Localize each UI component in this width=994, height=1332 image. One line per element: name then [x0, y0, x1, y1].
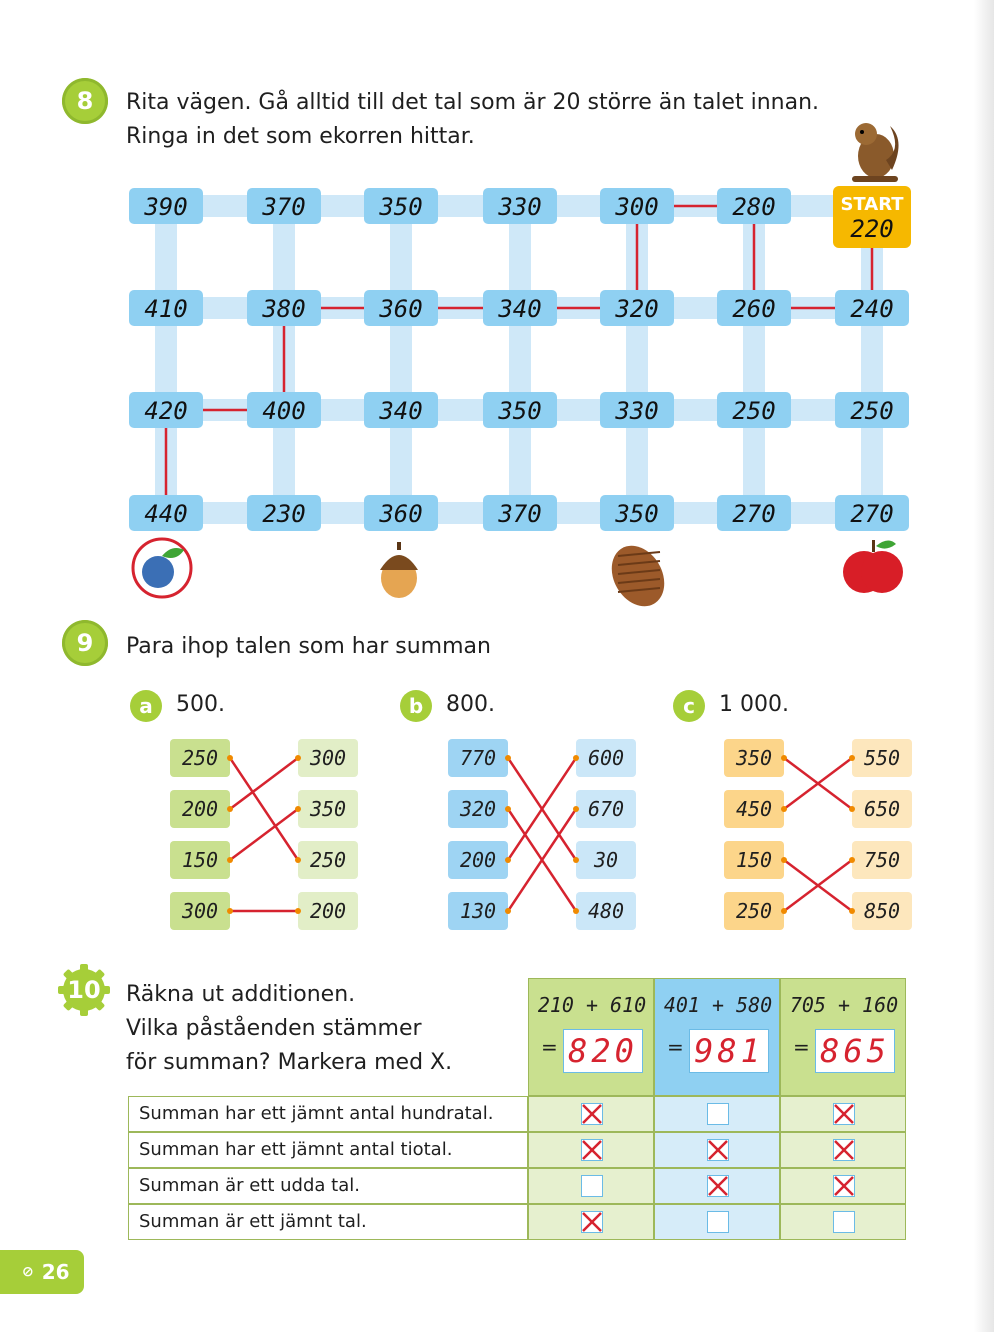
maze-cell-value: 240	[850, 295, 894, 323]
pair-left-box: 770	[448, 739, 508, 777]
pair-link	[230, 758, 298, 809]
maze-cell	[483, 495, 557, 531]
maze-cell-value: 390	[144, 193, 188, 221]
checked-box[interactable]	[833, 1103, 855, 1125]
empty-checkbox[interactable]	[833, 1211, 855, 1233]
mark-cell	[780, 1132, 906, 1168]
rail-vertical	[509, 206, 531, 513]
pair-link	[508, 758, 576, 860]
pair-left-box: 450	[724, 790, 784, 828]
maze-cell	[364, 188, 438, 224]
maze-cell	[835, 392, 909, 428]
empty-checkbox[interactable]	[581, 1175, 603, 1197]
page-number: 26	[41, 1260, 70, 1284]
question-10-line-2: Vilka påståenden stämmer	[126, 1016, 422, 1041]
x-mark-icon	[833, 1175, 855, 1197]
maze-cell-value: 230	[262, 500, 306, 528]
maze-cell	[247, 392, 321, 428]
statement-cell: Summan har ett jämnt antal tiotal.	[128, 1132, 528, 1168]
answer-box[interactable]: 820	[563, 1029, 643, 1073]
pair-left-box: 200	[170, 790, 230, 828]
pair-left-box: 350	[724, 739, 784, 777]
question-10-badge	[56, 962, 112, 1018]
pair-left-box: 150	[170, 841, 230, 879]
x-mark-icon	[581, 1211, 603, 1233]
checked-box[interactable]	[833, 1175, 855, 1197]
pair-left-box: 200	[448, 841, 508, 879]
mark-cell	[780, 1168, 906, 1204]
pair-link	[230, 809, 298, 860]
question-9-number: 9	[76, 629, 94, 657]
addition-expression: 401 + 580	[663, 993, 773, 1017]
pair-right-box: 750	[852, 841, 912, 879]
maze-cell	[600, 290, 674, 326]
maze-cell-value: 330	[498, 193, 542, 221]
equals-sign: =	[793, 1035, 810, 1059]
maze-cell	[129, 495, 203, 531]
maze-cell	[364, 392, 438, 428]
maze-cell-value: 250	[850, 397, 894, 425]
maze-cell	[717, 495, 791, 531]
pair-right-box: 550	[852, 739, 912, 777]
subtask-a-badge: a	[130, 690, 162, 722]
maze-cell-value: 300	[615, 193, 659, 221]
equals-sign: =	[541, 1035, 558, 1059]
maze-cell	[247, 290, 321, 326]
maze-cell-value: 340	[379, 397, 423, 425]
mark-cell	[654, 1204, 780, 1240]
mark-cell	[528, 1168, 654, 1204]
maze-cell	[483, 392, 557, 428]
maze-cell	[483, 188, 557, 224]
pair-right-box: 30	[576, 841, 636, 879]
question-8-number: 8	[76, 87, 94, 115]
subtask-b-badge: b	[400, 690, 432, 722]
addition-column-header	[654, 978, 780, 1096]
maze-cell-value: 280	[732, 193, 776, 221]
pair-link	[784, 758, 852, 809]
maze-cell	[835, 495, 909, 531]
equals-sign: =	[667, 1035, 684, 1059]
maze-cell	[129, 188, 203, 224]
maze-cell-value: 400	[262, 397, 306, 425]
mark-cell	[654, 1132, 780, 1168]
checked-box[interactable]	[833, 1139, 855, 1161]
maze-rails	[155, 195, 883, 524]
maze-cell	[247, 188, 321, 224]
pair-link	[784, 860, 852, 911]
squirrel-icon	[852, 123, 899, 182]
subtask-c-badge: c	[673, 690, 705, 722]
subtask-b-target: 800.	[446, 692, 495, 717]
maze-cell	[247, 495, 321, 531]
maze-cell	[483, 290, 557, 326]
answer-box[interactable]: 865	[815, 1029, 895, 1073]
addition-column-header	[780, 978, 906, 1096]
maze-cell-value: 410	[144, 295, 188, 323]
pair-left-box: 130	[448, 892, 508, 930]
empty-checkbox[interactable]	[707, 1211, 729, 1233]
maze-cell-value: 370	[262, 193, 306, 221]
question-9-badge	[62, 620, 108, 666]
maze-cell	[364, 495, 438, 531]
pair-right-box: 300	[298, 739, 358, 777]
start-cell	[833, 186, 911, 248]
mark-cell	[780, 1096, 906, 1132]
maze-cell	[600, 188, 674, 224]
maze-cell-value: 270	[850, 500, 894, 528]
pair-link	[784, 758, 852, 809]
maze-cell	[717, 392, 791, 428]
maze-cell-value: 350	[615, 500, 659, 528]
maze-cell-value: 220	[850, 215, 894, 243]
rail-vertical	[390, 206, 412, 513]
pair-right-box: 200	[298, 892, 358, 930]
maze-cell-value: 380	[262, 295, 306, 323]
pair-right-box: 350	[298, 790, 358, 828]
mark-cell	[654, 1096, 780, 1132]
pair-right-box: 650	[852, 790, 912, 828]
statement-cell: Summan är ett jämnt tal.	[128, 1204, 528, 1240]
pair-left-box: 300	[170, 892, 230, 930]
statement-cell: Summan har ett jämnt antal hundratal.	[128, 1096, 528, 1132]
subtask-c-target: 1 000.	[719, 692, 789, 717]
x-mark-icon	[833, 1139, 855, 1161]
maze-cell-value: 360	[379, 295, 423, 323]
checked-box[interactable]	[581, 1139, 603, 1161]
pair-right-box: 850	[852, 892, 912, 930]
acorn-icon	[380, 542, 418, 598]
subtask-a-target: 500.	[176, 692, 225, 717]
pair-link	[508, 758, 576, 860]
mark-cell	[528, 1132, 654, 1168]
maze-cell-value: 340	[498, 295, 542, 323]
question-9-instruction: Para ihop talen som har summan	[126, 634, 491, 659]
page-ring-icon: ⊘	[22, 1264, 34, 1280]
maze-cell-value: 350	[498, 397, 542, 425]
pair-right-box: 670	[576, 790, 636, 828]
blueberry-icon	[133, 539, 191, 597]
maze-cell	[717, 290, 791, 326]
page-number-tab	[0, 1250, 84, 1294]
pair-link	[784, 860, 852, 911]
x-mark-icon	[833, 1103, 855, 1125]
maze-cell	[600, 392, 674, 428]
question-10-text	[126, 978, 452, 1080]
empty-checkbox[interactable]	[707, 1103, 729, 1125]
start-label: START	[840, 194, 904, 215]
checked-box[interactable]	[707, 1139, 729, 1161]
checked-box[interactable]	[581, 1211, 603, 1233]
pair-right-box: 250	[298, 841, 358, 879]
mark-cell	[528, 1096, 654, 1132]
checked-box[interactable]	[707, 1175, 729, 1197]
x-mark-icon	[707, 1175, 729, 1197]
pair-left-box: 250	[170, 739, 230, 777]
maze-cell-value: 370	[498, 500, 542, 528]
addition-expression: 210 + 610	[537, 993, 647, 1017]
maze-cell	[717, 188, 791, 224]
maze-cell	[129, 392, 203, 428]
maze-cell-value: 270	[732, 500, 776, 528]
pinecone-icon	[601, 536, 675, 615]
pair-left-box: 150	[724, 841, 784, 879]
pair-right-box: 600	[576, 739, 636, 777]
maze-cell	[835, 290, 909, 326]
mark-cell	[780, 1204, 906, 1240]
maze-cell-value: 250	[732, 397, 776, 425]
question-10-line-3: för summan? Markera med X.	[126, 1050, 453, 1075]
pair-link	[508, 809, 576, 911]
number-maze	[0, 0, 994, 640]
mark-cell	[654, 1168, 780, 1204]
statement-cell: Summan är ett udda tal.	[128, 1168, 528, 1204]
maze-cell-value: 320	[615, 295, 659, 323]
checked-box[interactable]	[581, 1103, 603, 1125]
question-8-line-1: Rita vägen. Gå alltid till det tal som är 20 större än talet innan.	[126, 90, 819, 115]
apple-icon	[843, 540, 903, 593]
pair-right-box: 480	[576, 892, 636, 930]
maze-cell-value: 440	[144, 500, 188, 528]
question-10-line-1: Räkna ut additionen.	[126, 982, 356, 1007]
x-mark-icon	[581, 1103, 603, 1125]
pair-left-box: 320	[448, 790, 508, 828]
addition-expression: 705 + 160	[789, 993, 899, 1017]
x-mark-icon	[707, 1139, 729, 1161]
pair-link	[230, 758, 298, 860]
addition-column-header	[528, 978, 654, 1096]
maze-cell	[129, 290, 203, 326]
x-mark-icon	[581, 1139, 603, 1161]
maze-cell-value: 350	[379, 193, 423, 221]
found-items	[133, 536, 903, 615]
pair-link	[508, 809, 576, 911]
answer-box[interactable]: 981	[689, 1029, 769, 1073]
question-10-number: 10	[67, 976, 101, 1004]
maze-cell	[364, 290, 438, 326]
maze-cell	[600, 495, 674, 531]
maze-cell-value: 420	[144, 397, 188, 425]
question-8-line-2: Ringa in det som ekorren hittar.	[126, 124, 475, 149]
pair-left-box: 250	[724, 892, 784, 930]
maze-cell-value: 260	[732, 295, 776, 323]
maze-cell-value: 330	[615, 397, 659, 425]
maze-cell-value: 360	[379, 500, 423, 528]
mark-cell	[528, 1204, 654, 1240]
